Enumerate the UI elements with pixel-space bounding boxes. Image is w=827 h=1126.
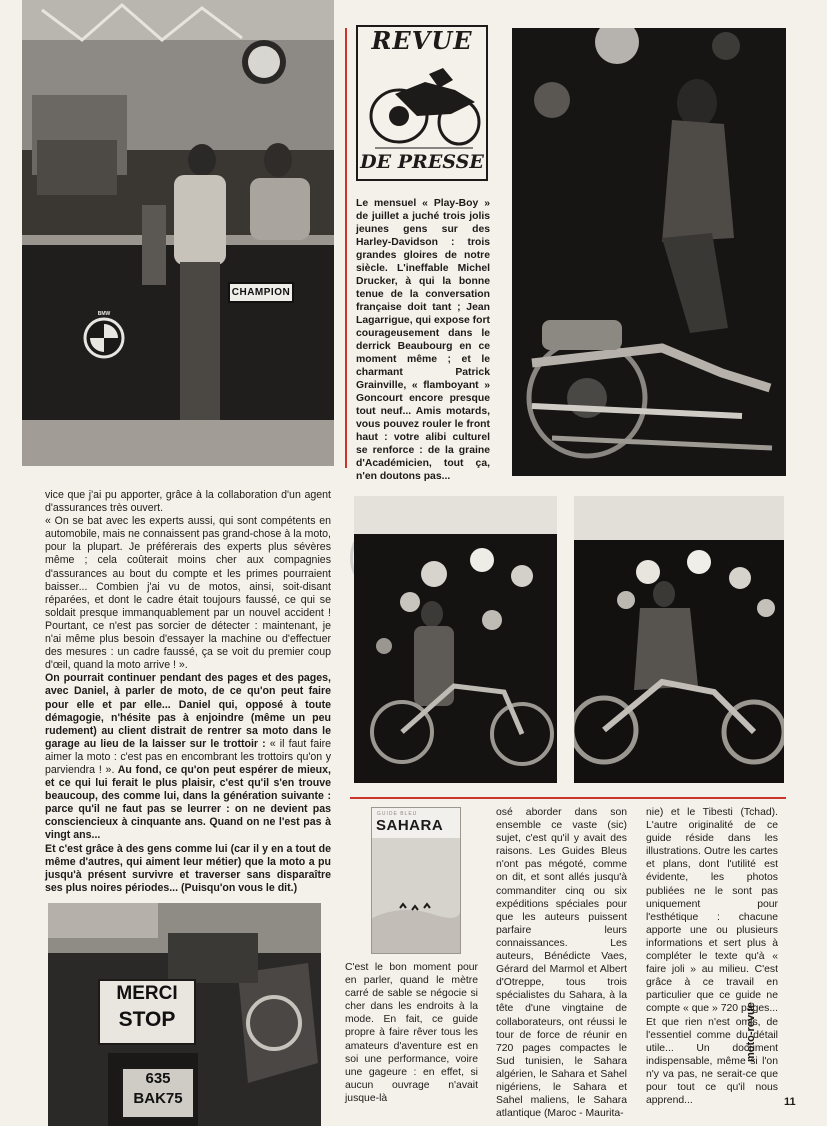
article-bold-text: On pourrait continuer pendant des pages et des pages, avec Daniel, à parler de moto, de ce qu'on peut faire pour elle et par elle... Daniel qui, opposé à toute démagogie, n'hésite pas à enjoindre (même un peu rudement) au client distrait de rentrer sa moto dans le garage au lieu de la laisser sur le trottoir : — [45, 672, 331, 750]
divider-red-horizontal — [350, 797, 786, 799]
photo-harley-rider-top — [512, 28, 786, 476]
article-paragraph — [45, 672, 331, 842]
revue-logo-line1: REVUE — [371, 26, 473, 55]
sahara-review-col3: nie) et le Tibesti (Tchad). L'autre originalité de ce guide réside dans les illustrations. Outre les cartes et plans, dont l'utilité est évidente, les photos publiées ne le sont pas uniquement pour l'esthétique : chacune apporte une ou plusieurs informations et sert plus à compléter le texte qu'à « faire joli » au milieu. C'est grâce à ce travail en particulier que ce guide ne compte « que » 720 pages... Et que rien n'est omis, de l'essentiel comme du détail utile... Un document indispensable, même si l'on n'y va pas, ne serait-ce que pour tout ce qu'il nous apprend... — [646, 807, 778, 1107]
merci-sign-text: MERCI — [116, 983, 178, 1004]
article-paragraph: vice que j'ai pu apporter, grâce à la collaboration d'un agent d'assurances très ouvert. — [45, 489, 331, 515]
revue-de-presse-logo — [355, 24, 489, 182]
champion-sign: CHAMPION — [228, 282, 294, 303]
article-quote: « il faut faire aimer la moto : c'est pas en encombrant les trottoirs qu'on y parviendra ! ». — [45, 737, 331, 776]
magazine-name-vertical: moto-revue — [745, 1002, 757, 1062]
article-paragraph: « On se bat avec les experts aussi, qui sont compétents en automobile, mais ne connaissent pas grand-chose à la moto, pour la plupart. Je préférerais des experts plus sévères même ; cela coûterait moins cher aux compagnies d'assurances au bout du compte et les primes pourraient baisser... Combien j'ai vu de motos, ainsi, soit-disant réparées, et dont le cadre était toujours faussé, ce qui se soldait presque immanquablement par un nouvel accident ! Pourtant, ce n'est pas sorcier de détecter : maintenant, je n'ai même plus besoin d'essayer la machine ou d'effectuer des mesures : un cadre faussé, ça se voit du premier coup d'œil, quand la moto arrive ! ». — [45, 515, 331, 672]
page-number: 11 — [784, 1096, 796, 1108]
book-cover-small-label: GUIDE BLEU — [377, 811, 418, 817]
book-cover-title: SAHARA — [376, 817, 444, 834]
bmw-badge-label: BMW — [97, 311, 111, 317]
photo-caption — [360, 502, 550, 528]
revue-logo-line2: DE PRESSE — [360, 151, 484, 173]
sahara-book-cover — [371, 807, 461, 954]
sahara-review-col2: osé aborder dans son ensemble ce vaste (sic) sujet, c'est qu'il y avait des raisons. Les Guides Bleus n'ont pas mégoté, comme on dit, et sont allés jusqu'à commanditer cinq ou six expéditions spéciales pour que les auteurs puissent parfaire leurs connaissances. Les auteurs, Bénédicte Vaes, Gérard del Marmol et Albert d'Otreppe, tous trois spécialistes du Sahara, à la tête d'une vingtaine de collaborateurs, ont réussi le tour de force de réunir en 720 pages compactes le Sud tunisien, le Sahara algérien, le Sahara et Sahel nigériens, le Sahara et Sahel maliens, le Sahara atlantique (Maroc - Maurita- — [496, 807, 627, 1120]
license-plate-line2: BAK75 — [133, 1090, 183, 1107]
revue-de-presse-text: Le mensuel « Play-Boy » de juillet a juché trois jolis jeunes gens sur des Harley-Davidson : trois grandes gloires de notre siècle. L'ineffable Michel Drucker, à qui la bonne tenue de la conversation française doit tant ; Jean Lagarrigue, qui expose fort courageusement dans le derrick Beaubourg en ce moment même ; et le charmant Patrick Grainville, « flamboyant » Goncourt encore presque tout neuf... Amis motards, vous pouvez rouler le front haut : votre alibi culturel se renforce : de la graine d'Académicien, tout ça, n'en doutons pas... — [356, 198, 490, 482]
article-left-column — [45, 489, 331, 895]
photo-harley-rider-middle — [354, 496, 557, 783]
photo-harley-rider-right — [574, 496, 784, 783]
article-paragraph: Et c'est grâce à des gens comme lui (car il y en a tout de même d'autres, qui aiment leur métier) que la moto a pu jusqu'à présent survivre et traverser sans disparaître ses plus noires périodes... (Puisqu'on vous le dit.) — [45, 842, 331, 894]
article-bold-text: Au fond, ce qu'on peut espérer de mieux, et ce qui lui ferait le plus plaisir, c'est qu'il s'en trouve beaucoup, des comme lui, dans la génération suivante : parce qu'il ne faut pas se leurrer : on ne devient pas consciencieux à cinquante ans. Quand on ne l'est pas à vingt ans... — [45, 763, 331, 842]
license-plate-line1: 635 — [145, 1070, 171, 1087]
stop-sign-text: STOP — [118, 1008, 176, 1031]
photo-merci-stop — [48, 903, 321, 1126]
photo-dealership-interior — [22, 0, 334, 466]
divider-red-vertical — [345, 28, 347, 468]
photo-caption — [580, 502, 776, 532]
sahara-review-col1: C'est le bon moment pour en parler, quand le mètre carré de sable se négocie si cher dans les endroits à la mode. En fait, ce guide propre à faire rêver tous les amateurs d'aventure est en soi une performance, voire une gageure : en effet, si aucun ouvrage n'avait jusque-là — [345, 962, 478, 1104]
